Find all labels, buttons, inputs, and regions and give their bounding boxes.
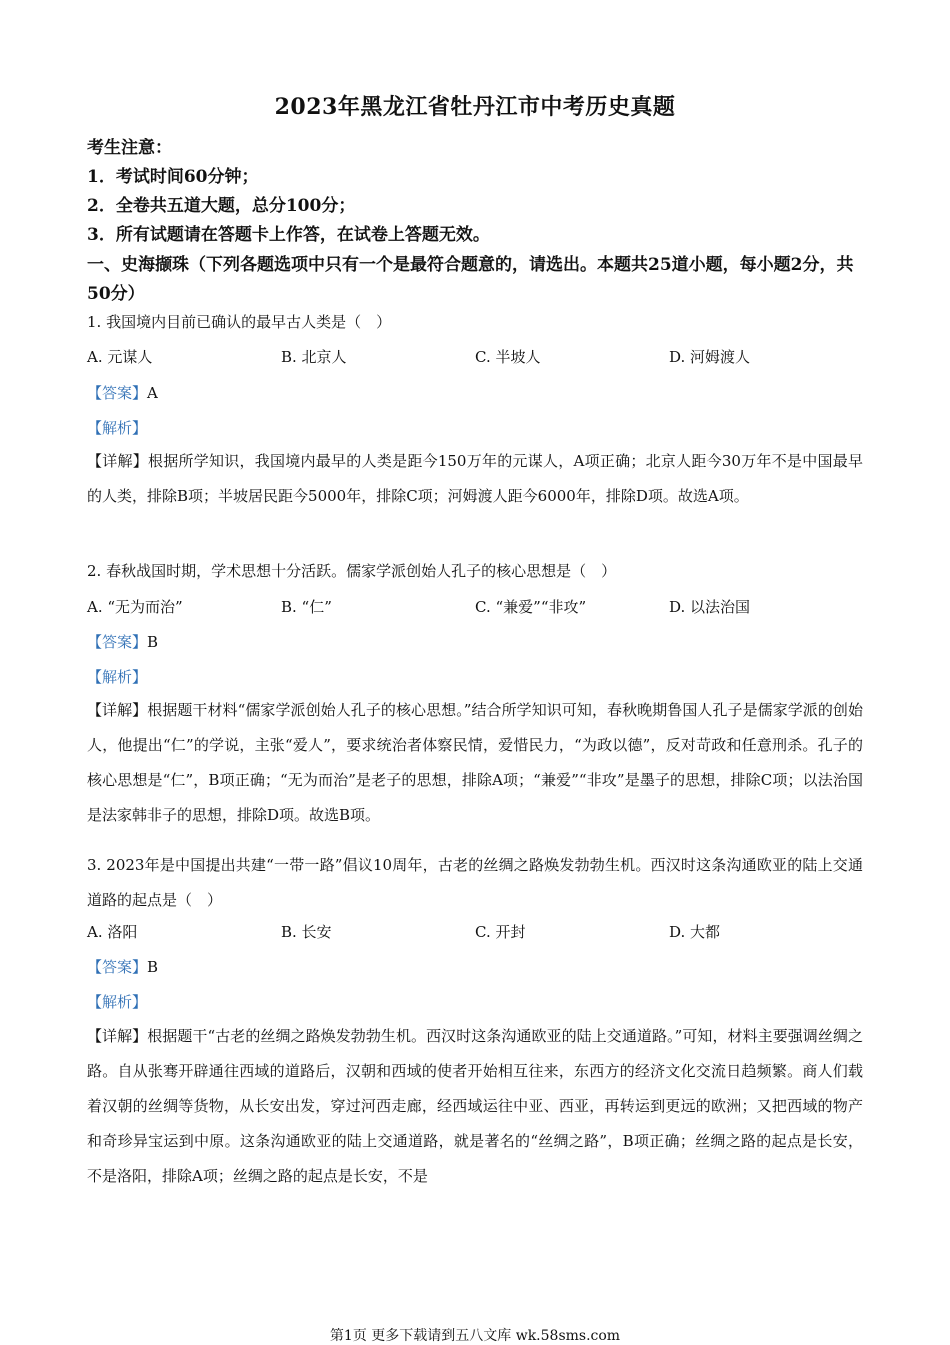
question-1-option-b: B. 北京人	[281, 348, 347, 366]
answer-value: B	[147, 633, 159, 651]
question-2-stem: 2. 春秋战国时期，学术思想十分活跃。儒家学派创始人孔子的核心思想是（ ）	[87, 562, 617, 580]
question-2-option-a: A. “无为而治”	[87, 598, 183, 616]
notice-item-3: 3．所有试题请在答题卡上作答，在试卷上答题无效。	[87, 225, 490, 245]
detail-text: 根据题干“古老的丝绸之路焕发勃勃生机。西汉时这条沟通欧亚的陆上交通道路。”可知，材料主要强调丝绸之路。自从张骞开辟通往西域的道路后，汉朝和西域的使者开始相互往来，东西方的经济文化交流日趋频繁。商人们载着汉朝的丝绸等货物，从长安出发，穿过河西走廊，经西域运往中亚、西亚，再转运到更远的欧洲；又把西域的物产和奇珍异宝运到中原。这条沟通欧亚的陆上交通道路，就是著名的“丝绸之路”，B项正确；丝绸之路的起点是长安，不是洛阳，排除A项；丝绸之路的起点是长安，不是	[87, 1027, 863, 1185]
analysis-tag: 【解析】	[87, 419, 148, 437]
notice-item-1: 1．考试时间60分钟；	[87, 167, 259, 187]
question-3-options	[87, 921, 863, 943]
question-3-option-c: C. 开封	[475, 923, 526, 941]
analysis-tag: 【解析】	[87, 993, 148, 1011]
question-2-option-b: B. “仁”	[281, 598, 332, 616]
question-2-options	[87, 596, 863, 618]
detail-tag: 【详解】	[87, 452, 149, 470]
section-heading: 一、史海撷珠（下列各题选项中只有一个是最符合题意的，请选出。本题共25道小题，每小题2分，共50分）	[87, 255, 854, 304]
question-3-option-b: B. 长安	[281, 923, 332, 941]
question-1-detail	[87, 444, 863, 514]
answer-tag: 【答案】	[87, 384, 148, 402]
page-footer: 第1页 更多下载请到五八文库 wk.58sms.com	[329, 1328, 621, 1344]
question-1-answer	[87, 382, 158, 403]
question-3-answer	[87, 956, 158, 977]
question-3-option-d: D. 大都	[669, 923, 721, 941]
question-2-detail	[87, 693, 863, 833]
answer-tag: 【答案】	[87, 958, 148, 976]
question-1-options	[87, 346, 863, 368]
notice-item-2: 2．全卷共五道大题，总分100分；	[87, 196, 356, 216]
question-2-answer	[87, 631, 158, 652]
page-title: 2023年黑龙江省牡丹江市中考历史真题	[274, 94, 676, 120]
question-1-option-d: D. 河姆渡人	[669, 348, 751, 366]
notice-heading: 考生注意：	[87, 138, 172, 158]
detail-tag: 【详解】	[87, 701, 148, 719]
detail-tag: 【详解】	[87, 1027, 148, 1045]
question-3-detail	[87, 1019, 863, 1194]
analysis-tag: 【解析】	[87, 668, 148, 686]
question-1-option-a: A. 元谋人	[87, 348, 153, 366]
answer-value: B	[147, 958, 159, 976]
detail-text: 根据题干材料“儒家学派创始人孔子的核心思想。”结合所学知识可知，春秋晚期鲁国人孔子是儒家学派的创始人，他提出“仁”的学说，主张“爱人”，要求统治者体察民情，爱惜民力，“为政以德”，反对苛政和任意刑杀。孔子的核心思想是“仁”，B项正确；“无为而治”是老子的思想，排除A项；“兼爱”“非攻”是墨子的思想，排除C项；以法治国是法家韩非子的思想，排除D项。故选B项。	[87, 701, 863, 824]
answer-tag: 【答案】	[87, 633, 148, 651]
question-1-stem: 1. 我国境内目前已确认的最早古人类是（ ）	[87, 313, 392, 331]
question-3-option-a: A. 洛阳	[87, 923, 138, 941]
question-1-option-c: C. 半坡人	[475, 348, 541, 366]
question-2-option-d: D. 以法治国	[669, 598, 751, 616]
question-2-option-c: C. “兼爱”“非攻”	[475, 598, 587, 616]
question-3-stem: 3. 2023年是中国提出共建“一带一路”倡议10周年，古老的丝绸之路焕发勃勃生机。西汉时这条沟通欧亚的陆上交通道路的起点是（ ）	[87, 856, 863, 909]
detail-text: 根据所学知识，我国境内最早的人类是距今150万年的元谋人，A项正确；北京人距今30万年不是中国最早的人类，排除B项；半坡居民距今5000年，排除C项；河姆渡人距今6000年，排除D项。故选A项。	[87, 452, 863, 505]
answer-value: A	[147, 384, 158, 402]
